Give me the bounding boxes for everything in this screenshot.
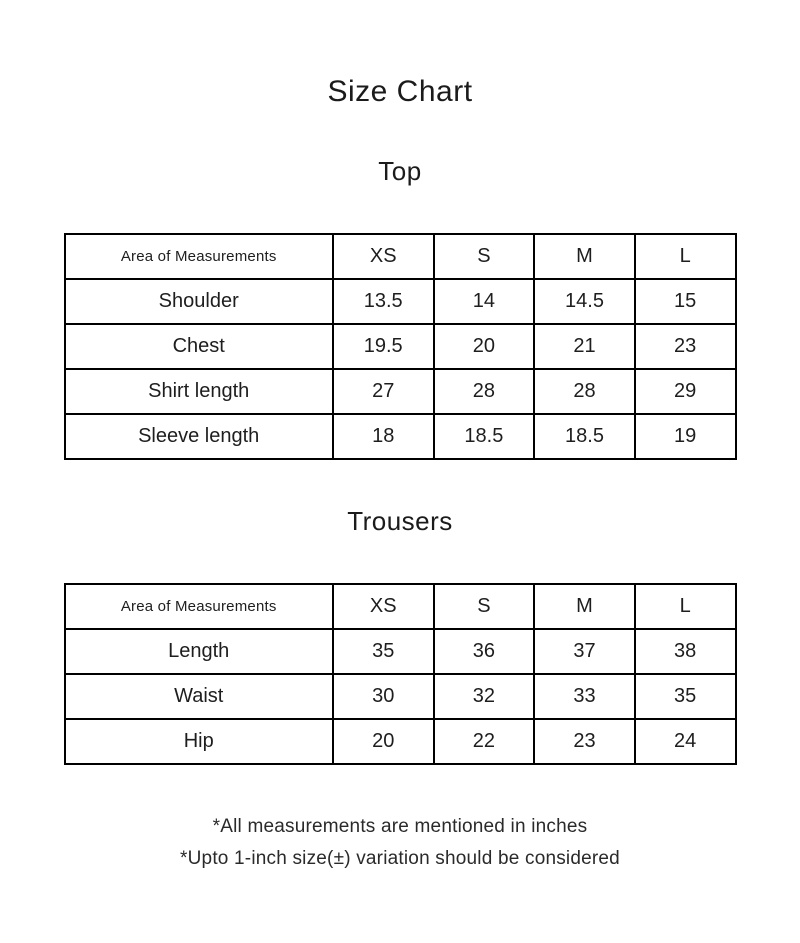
cell-value: 23 — [534, 719, 635, 764]
row-label: Hip — [65, 719, 333, 764]
cell-value: 28 — [534, 369, 635, 414]
cell-value: 35 — [333, 629, 434, 674]
table-row-length — [65, 629, 736, 674]
row-label: Length — [65, 629, 333, 674]
row-label: Sleeve length — [65, 414, 333, 459]
cell-value: 18.5 — [434, 414, 535, 459]
row-label: Shoulder — [65, 279, 333, 324]
cell-value: 14.5 — [534, 279, 635, 324]
column-header-l: L — [635, 234, 736, 279]
row-label: Waist — [65, 674, 333, 719]
row-label: Shirt length — [65, 369, 333, 414]
trousers-size-table — [64, 583, 737, 765]
column-header-xs: XS — [333, 234, 434, 279]
cell-value: 29 — [635, 369, 736, 414]
column-header-s: S — [434, 584, 535, 629]
cell-value: 20 — [333, 719, 434, 764]
footnote-variation: *Upto 1-inch size(±) variation should be considered — [180, 847, 620, 869]
table-row-chest — [65, 324, 736, 369]
cell-value: 19 — [635, 414, 736, 459]
table-row-waist — [65, 674, 736, 719]
column-header-s: S — [434, 234, 535, 279]
table-row-hip — [65, 719, 736, 764]
table-header-row — [65, 584, 736, 629]
cell-value: 15 — [635, 279, 736, 324]
section-trousers — [0, 506, 800, 765]
section-title-trousers: Trousers — [347, 506, 453, 537]
cell-value: 19.5 — [333, 324, 434, 369]
cell-value: 22 — [434, 719, 535, 764]
section-title-top: Top — [378, 156, 422, 186]
footnotes — [0, 811, 800, 874]
cell-value: 38 — [635, 629, 736, 674]
top-size-table — [64, 233, 737, 460]
cell-value: 28 — [434, 369, 535, 414]
page-title: Size Chart — [327, 75, 473, 108]
cell-value: 30 — [333, 674, 434, 719]
cell-value: 37 — [534, 629, 635, 674]
column-header-m: M — [534, 584, 635, 629]
cell-value: 20 — [434, 324, 535, 369]
cell-value: 23 — [635, 324, 736, 369]
cell-value: 18.5 — [534, 414, 635, 459]
table-header-row — [65, 234, 736, 279]
cell-value: 36 — [434, 629, 535, 674]
cell-value: 33 — [534, 674, 635, 719]
footnote-units: *All measurements are mentioned in inches — [212, 816, 588, 838]
table-row-shoulder — [65, 279, 736, 324]
cell-value: 14 — [434, 279, 535, 324]
cell-value: 27 — [333, 369, 434, 414]
cell-value: 24 — [635, 719, 736, 764]
table-row-sleeve-length — [65, 414, 736, 459]
section-top — [0, 156, 800, 460]
row-label: Chest — [65, 324, 333, 369]
cell-value: 32 — [434, 674, 535, 719]
table-row-shirt-length — [65, 369, 736, 414]
cell-value: 35 — [635, 674, 736, 719]
column-header-area: Area of Measurements — [65, 234, 333, 279]
cell-value: 21 — [534, 324, 635, 369]
column-header-area: Area of Measurements — [65, 584, 333, 629]
column-header-m: M — [534, 234, 635, 279]
column-header-xs: XS — [333, 584, 434, 629]
cell-value: 13.5 — [333, 279, 434, 324]
column-header-l: L — [635, 584, 736, 629]
cell-value: 18 — [333, 414, 434, 459]
